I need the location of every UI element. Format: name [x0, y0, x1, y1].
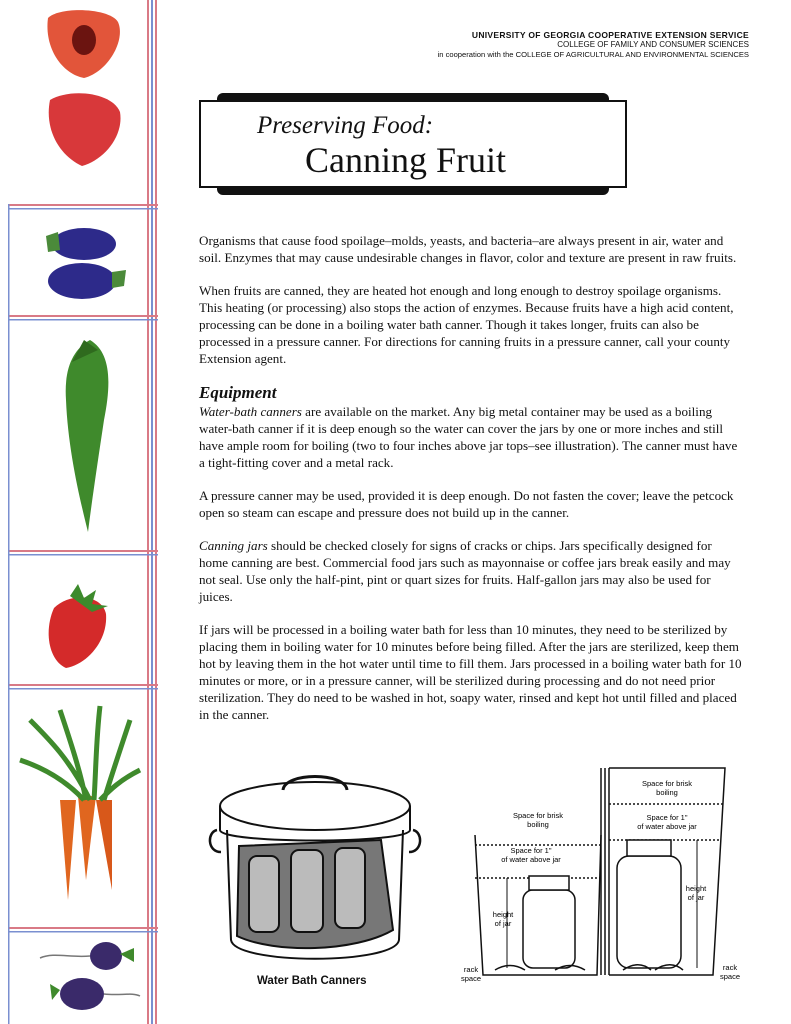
label-brisk-1: Space for brisk	[641, 779, 693, 788]
paragraph-intro: Organisms that cause food spoilage–molds, yeasts, and bacteria–are always present in air, water and soil. Enzymes that may cause undesirable changes in flavor, color and texture are present in raw fruits.	[199, 233, 737, 265]
label-rack-2: space	[719, 972, 741, 981]
paragraph-jars	[199, 537, 744, 605]
paragraph-water-bath	[199, 403, 744, 471]
college-name: COLLEGE OF FAMILY AND CONSUMER SCIENCES	[557, 40, 749, 50]
carrot-icon	[20, 706, 140, 900]
decorative-border	[0, 0, 165, 1024]
peach-icon	[47, 10, 120, 166]
canner-illustrations	[205, 760, 745, 1000]
eggplant-icon	[46, 228, 126, 299]
title-box	[199, 100, 627, 188]
cooperation-line: in cooperation with the COLLEGE OF AGRICULTURAL AND ENVIRONMENTAL SCIENCES	[437, 49, 749, 59]
label-height-2: of jar	[687, 893, 705, 902]
label-height-1: height	[492, 910, 514, 919]
label-height-1: height	[685, 884, 707, 893]
section-heading-equipment: Equipment	[199, 383, 277, 402]
label-water-2: of water above jar	[637, 822, 697, 831]
radish-icon	[40, 942, 140, 1010]
term-canning-jars: Canning jars	[199, 538, 268, 553]
label-brisk-1: Space for brisk	[512, 811, 564, 820]
paragraph-sterilization: If jars will be processed in a boiling water bath for less than 10 minutes, they need to be sterilized by placing them in boiling water for 10 minutes before being filled. After the jars are sterilized, keep them hot by leaving them in the hot water until time to fill them. Jars processed in a boiling water bath for 10 minutes or more, or in a pressure canner, will be sterilized during processing and do not need prior sterilization. They do need to be washed in hot, soapy water, rinsed and kept hot until filled and placed in the canner.	[199, 622, 742, 722]
canner-pot-icon	[210, 777, 420, 959]
label-rack-2: space	[460, 974, 482, 983]
label-rack-1: rack	[722, 963, 738, 972]
page-subtitle: Preserving Food:	[257, 112, 434, 139]
page-header	[438, 30, 749, 59]
label-water-1: Space for 1"	[646, 813, 688, 822]
okra-icon	[66, 340, 109, 532]
label-brisk-2: boiling	[527, 820, 549, 829]
paragraph-water-bath-text: are available on the market. Any big metal container may be used as a boiling water-bath canner if it is deep enough so the water can cover the jars by one or more inches and still have ample room for boiling (two to four inches above jar tops–see illustration). The canner must have a tight-fitting cover and a metal rack.	[199, 404, 738, 470]
vertical-rule	[147, 0, 157, 1024]
label-water-1: Space for 1"	[510, 846, 552, 855]
article-body	[199, 232, 744, 739]
label-height-2: of jar	[494, 919, 512, 928]
page-title: Canning Fruit	[305, 140, 507, 180]
label-water-2: of water above jar	[501, 855, 561, 864]
org-name: UNIVERSITY OF GEORGIA COOPERATIVE EXTENSION SERVICE	[471, 30, 749, 40]
paragraph-jars-text: should be checked closely for signs of cracks or chips. Jars specifically designed for home canning are best. Commercial food jars such as mayonnaise or coffee jars break easily and may not seal. Use only the half-pint, pint or quart sizes for fruits. Half-gallon jars may also be used for juices.	[199, 538, 731, 604]
illustration-caption: Water Bath Canners	[257, 975, 367, 987]
strawberry-icon	[49, 584, 108, 668]
paragraph-pressure-canner: A pressure canner may be used, provided it is deep enough. Do not fasten the cover; leave the petcock open so steam can escape and pressure does not build up in the canner.	[199, 488, 734, 520]
diagram-tall-canner	[601, 768, 725, 975]
label-brisk-2: boiling	[656, 788, 678, 797]
paragraph-processing: When fruits are canned, they are heated hot enough and long enough to destroy spoilage organisms. This heating (or processing) also stops the action of enzymes. Because fruits have a high acid content, processing can be done in a boiling water bath canner. Though it takes longer, fruits can also be processed in a pressure canner. For directions for canning fruits in a pressure canner, call your county Extension agent.	[199, 283, 734, 366]
term-water-bath-canners: Water-bath canners	[199, 404, 302, 419]
label-rack-1: rack	[463, 965, 479, 974]
